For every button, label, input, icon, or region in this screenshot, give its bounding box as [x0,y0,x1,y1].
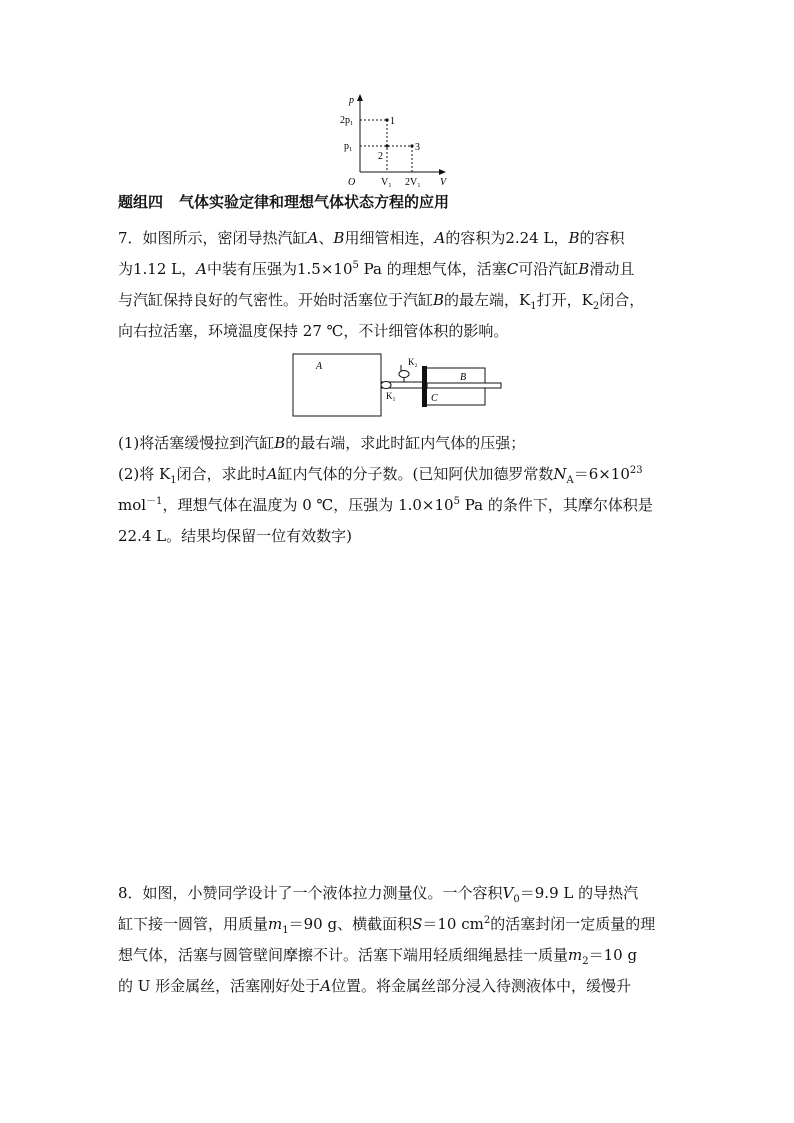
q7-sub-2-line-2: mol$^{-1}$，理想气体在温度为 0 ℃，压强为 $1.0\times 10^5$ Pa 的条件下，其摩尔体积是 [118,496,653,514]
section-label: 题组四 [118,193,164,211]
piston-rod [427,383,501,388]
q7-sub-2-line-1: (2)将 $K_1$闭合，求此时A缸内气体的分子数。(已知阿伏加德罗常数$N_A=6\times 10^{23}$ [118,465,643,486]
q8-line-2: 缸下接一圆管，用质量$m_1=90$ g、横截面积S＝10 $cm^2$的活塞封闭一定质量的理 [118,915,656,936]
q7-subquestions [118,428,678,552]
label-k2: K₂ [408,357,418,367]
label-2p1: 2p₁ [340,115,354,126]
question-8 [118,878,678,1002]
cylinder-a [293,354,381,416]
label-p1: p₁ [344,141,353,152]
q8-line-4: 的 U 形金属丝，活塞刚好处于A位置。将金属丝部分浸入待测液体中，缓慢升 [118,977,632,995]
q7-line-3: 与汽缸保持良好的气密性。开始时活塞位于汽缸B的最左端，$K_1$打开，$K_2$闭合， [118,291,645,312]
label-point-3: 3 [415,142,420,153]
label-p: p [349,95,354,106]
valve-k2 [399,371,409,378]
q8-line-3: 想气体，活塞与圆管壁间摩擦不计。活塞下端用轻质细绳悬挂一质量$m_2=10$ g [118,946,638,967]
label-point-2: 2 [378,151,383,162]
q7-line-4: 向右拉活塞，环境温度保持 27 ℃，不计细管体积的影响。 [118,322,509,340]
section-title: 气体实验定律和理想气体状态方程的应用 [179,193,450,211]
valve-k1 [381,382,391,389]
label-origin: O [348,177,356,188]
v-axis-arrow [439,169,446,175]
label-point-1: 1 [390,116,395,127]
label-b: B [460,372,467,383]
label-a: A [316,361,323,372]
point-3-dot [410,144,413,147]
section-heading [118,191,449,212]
point-1-dot [385,118,388,121]
piston-c [422,366,427,407]
question-7 [118,223,678,347]
label-v1: V₁ [381,177,392,188]
p-axis-arrow [357,94,363,101]
q8-line-1: 8．如图，小赞同学设计了一个液体拉力测量仪。一个容积$V_0=9.9$ L 的导热汽 [118,884,639,905]
label-k1: K₁ [386,391,396,401]
q7-line-2: 为1.12 L，A中装有压强为$1.5\times 10^5$ Pa 的理想气体，活塞C可沿汽缸B滑动且 [118,260,635,278]
point-2-dot [385,144,388,147]
label-2v1: 2V₁ [405,177,421,188]
apparatus-diagram [290,352,510,420]
pv-graph [330,92,460,188]
q7-sub-2-line-3: 22.4 L。结果均保留一位有效数字) [118,527,352,545]
label-c: C [431,393,438,404]
q7-line-1: 7．如图所示，密闭导热汽缸A、B用细管相连，A的容积为2.24 L，B的容积 [118,229,625,247]
label-v: V [440,177,447,188]
q7-sub-1: (1)将活塞缓慢拉到汽缸B的最右端，求此时缸内气体的压强； [118,434,526,452]
